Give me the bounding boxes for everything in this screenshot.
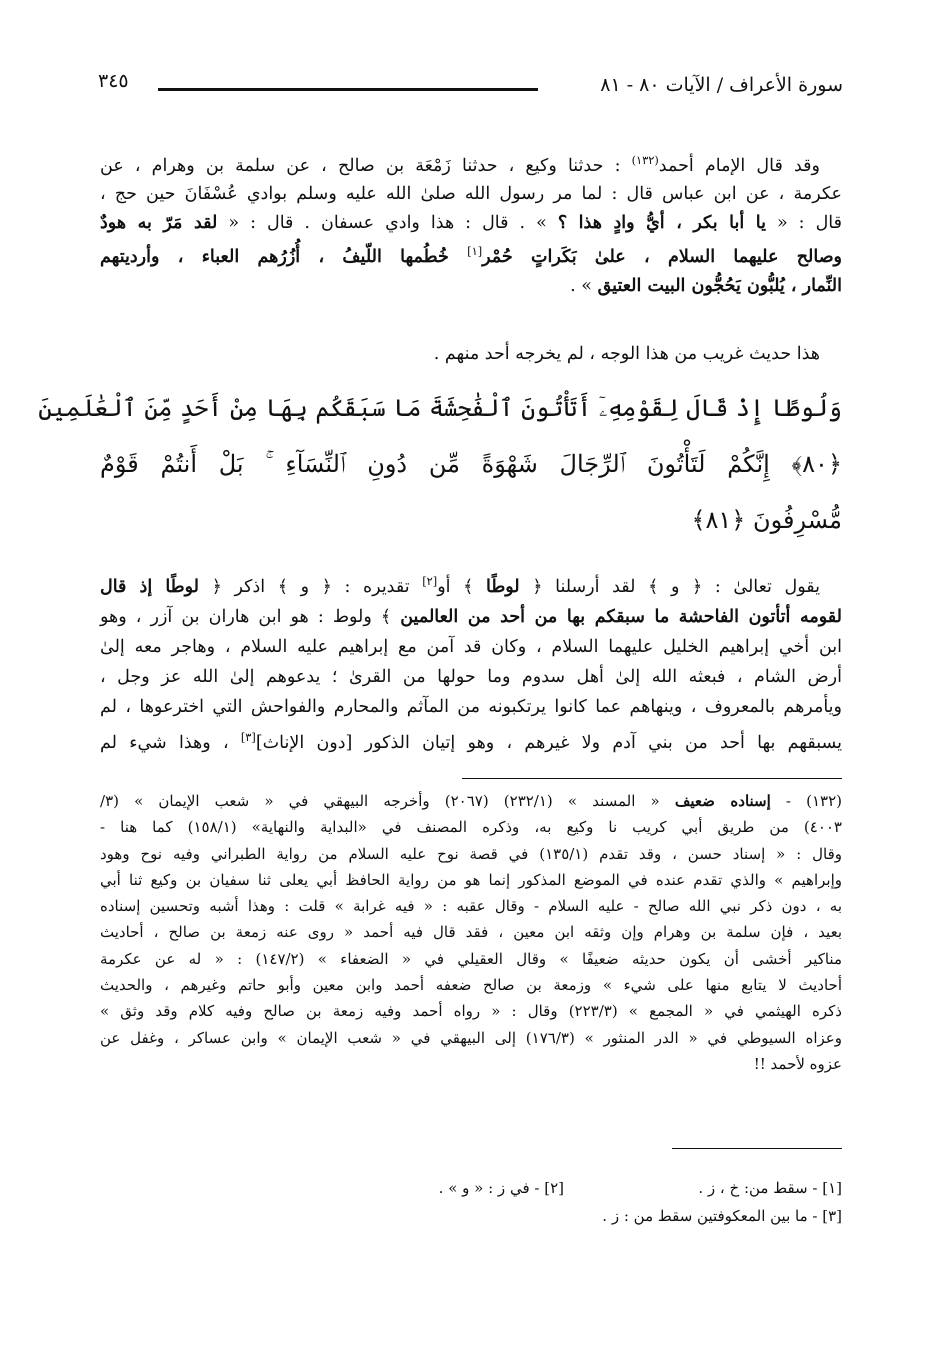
header-title: سورة الأعراف / الآيات ٨٠ - ٨١	[600, 74, 843, 96]
text: وَلُوطًا إِذْ قَالَ لِقَوْمِهِۦٓ أَتَأْتُونَ ٱلْفَٰحِشَةَ مَا سَبَقَكُم بِهَا مِنْ أَحَدٍ مِّنَ ٱلْعَٰلَمِينَ	[38, 394, 842, 422]
bold-text: خُطُمها اللّيفُ ، أُزُرُهم العباء ، وأرديتهم	[100, 247, 468, 268]
text-line	[100, 1025, 842, 1051]
text: مناكير أخشى أن يكون حديثه ضعيفًا » وقال العقيلي في « الضعفاء » (١٤٧/٢) : « له عن عكرمة	[100, 949, 842, 968]
text: وقد قال الإمام أحمد	[658, 155, 820, 176]
grading-line: هذا حديث غريب من هذا الوجه ، لم يخرجه أحد منهم .	[433, 344, 820, 364]
text: وإبراهيم » والذي تقدم عنده في الموضع المذكور إنما هو من رواية الحافظ أبي يعلى ثنا سفيان بن وكيع ثنا أبي	[100, 870, 842, 889]
footnote-ref: [٣]	[240, 729, 256, 744]
text: (١٣٢) -	[770, 792, 842, 810]
quran-verses	[38, 380, 842, 548]
text-line	[100, 436, 842, 492]
text-line	[100, 662, 842, 692]
text: ويأمرهم بالمعروف ، وينهاهم عما كانوا يرتكبونه من المآثم والمحارم والفواحش التي اخترعوها ، لم	[100, 696, 842, 717]
text-line	[100, 602, 842, 632]
text-line	[100, 814, 842, 840]
text-line	[100, 998, 842, 1024]
header-rule	[158, 88, 538, 91]
text: عكرمة ، عن ابن عباس قال : لما مر رسول الله صلىٰ الله عليه وسلم بوادي عُسْفَانَ حين حج ،	[100, 184, 842, 205]
text: به ، دون ذكر نبي الله صالح - عليه السلام - وقال عقبه : « فيه غرابة » قلت : وهذا أشبه وتحسين إسناده	[100, 897, 842, 916]
bold-text: إسناده ضعيف	[674, 792, 771, 810]
footnote-ref: [٢]	[422, 574, 438, 588]
grading-paragraph	[100, 340, 842, 368]
bold-text: لوطًا إذ قال	[100, 576, 199, 597]
text: : حدثنا وكيع ، حدثنا زَمْعَة بن صالح ، عن سلمة بن وهرام ، عن	[100, 155, 632, 176]
notes-separator	[672, 1148, 842, 1149]
text: « المسند » (٢٣٢/١) (٢٠٦٧) وأخرجه البيهقي في « شعب الإيمان » (٣/	[100, 792, 675, 810]
text: أرض الشام ، فبعثه الله إلىٰ أهل سدوم وما حولها من القرىٰ ؛ يدعوهم إلىٰ الله عز وجل ،	[100, 666, 842, 687]
text: ﴾ أو	[437, 576, 486, 597]
text: ، وهذا شيء لم	[100, 732, 241, 753]
footnote-separator	[462, 778, 842, 779]
variant-notes	[100, 1174, 842, 1234]
text: ﴿٨٠﴾ إِنَّكُمْ لَتَأْتُونَ ٱلرِّجَالَ شَهْوَةً مِّن دُونِ ٱلنِّسَآءِ ۚ بَلْ أَنتُمْ قَوْمٌ	[100, 450, 842, 478]
text: ابن أخي إبراهيم الخليل عليهما السلام ، وكان قد آمن مع إبراهيم عليه السلام ، وهاجر معه إلىٰ	[100, 636, 842, 657]
running-header	[98, 66, 843, 100]
text-line	[100, 841, 842, 867]
note-1: [١] - سقط من: خ ، ز .	[698, 1179, 842, 1197]
text-line	[100, 180, 842, 209]
text-line	[100, 972, 842, 998]
text: وقال : « إسناد حسن ، وقد تقدم (١٣٥/١) في قصة نوح عليه السلام من رواية الطبراني وفيه نوح وهود	[100, 844, 843, 863]
text-line	[100, 692, 842, 722]
text: عزوه لأحمد !!	[753, 1054, 842, 1073]
text: ذكره الهيثمي في « المجمع » (٢٢٣/٣) وقال : « رواه أحمد وفيه زمعة بن صالح وفيه كلام وقد وثق »	[100, 1002, 842, 1021]
text-line	[100, 492, 842, 548]
footnote-ref: [١]	[467, 244, 483, 259]
text-line	[100, 1051, 842, 1077]
bold-text: النِّمار ، يُلبُّون يَحُجُّون البيت العتيق	[597, 275, 842, 296]
text-line	[100, 146, 842, 180]
bold-text: لوطًا	[486, 576, 520, 597]
text: يقول تعالىٰ : ﴿ و ﴾ لقد أرسلنا ﴿	[519, 576, 821, 597]
text-line	[100, 209, 842, 238]
text: » . قال : هذا وادي عسفان . قال : «	[217, 212, 558, 233]
bold-text: وصالح عليهما السلام ، علىٰ بَكَراتٍ حُمْر	[482, 247, 843, 268]
text-line	[100, 893, 842, 919]
text: بعيد ، فإن سلمة بن وهرام وإن وثقه ابن معين ، فقد قال فيه أحمد « روى عنه زمعة بن صالح ، أحاديث	[100, 923, 842, 942]
bold-text: لقومه أتأتون الفاحشة ما سبقكم بها من أحد من العالمين	[400, 606, 842, 627]
text: أحاديث لا يتابع منها على شيء » وزمعة بن صالح ضعفه أحمد وابن معين وأبو حاتم وغيرهم ، والحديث	[100, 976, 842, 995]
text-line	[38, 380, 842, 436]
text: ﴾ ولوط : هو ابن هاران بن آزر ، وهو	[100, 606, 401, 627]
text-line	[100, 632, 842, 662]
text: ٤٠٠٣) من طريق أبي كريب نا وكيع به، وذكره المصنف في «البداية والنهاية» (١٥٨/١) كما هنا -	[100, 818, 842, 837]
text-line	[100, 946, 842, 972]
text: مُّسْرِفُونَ ﴿٨١﴾	[691, 506, 842, 534]
bold-text: لقد مَرّ به هودٌ	[100, 212, 218, 233]
note-3: [٣] - ما بين المعكوفتين سقط من : ز .	[602, 1207, 842, 1225]
text: يسبقهم بها أحد من بني آدم ولا غيرهم ، وهو إتيان الذكور [دون الإناث]	[255, 732, 842, 753]
text-line	[100, 867, 842, 893]
text: تقديره : ﴿ و ﴾ اذكر ﴿	[198, 576, 423, 597]
tafsir-paragraph	[100, 566, 842, 758]
text-line	[100, 237, 842, 271]
text: قال : «	[765, 212, 843, 233]
text-line	[100, 722, 842, 758]
footnote-132	[100, 788, 842, 1077]
text-line	[100, 272, 842, 301]
note-2: [٢] - في ز : « و » .	[438, 1179, 564, 1197]
text: » .	[570, 275, 598, 296]
bold-text: يا أبا بكر ، أيُّ وادٍ هذا ؟	[557, 212, 766, 233]
text-line	[100, 788, 842, 814]
footnote-ref: (١٣٢)	[631, 153, 659, 167]
text-line	[100, 919, 842, 945]
hadith-paragraph	[100, 146, 842, 300]
text: وعزاه السيوطي في « الدر المنثور » (١٧٦/٣) إلى البيهقي في « شعب الإيمان » وابن عساكر ، وغفل عن	[100, 1028, 842, 1047]
page-number: ٣٤٥	[98, 70, 129, 92]
text-line	[100, 566, 842, 602]
